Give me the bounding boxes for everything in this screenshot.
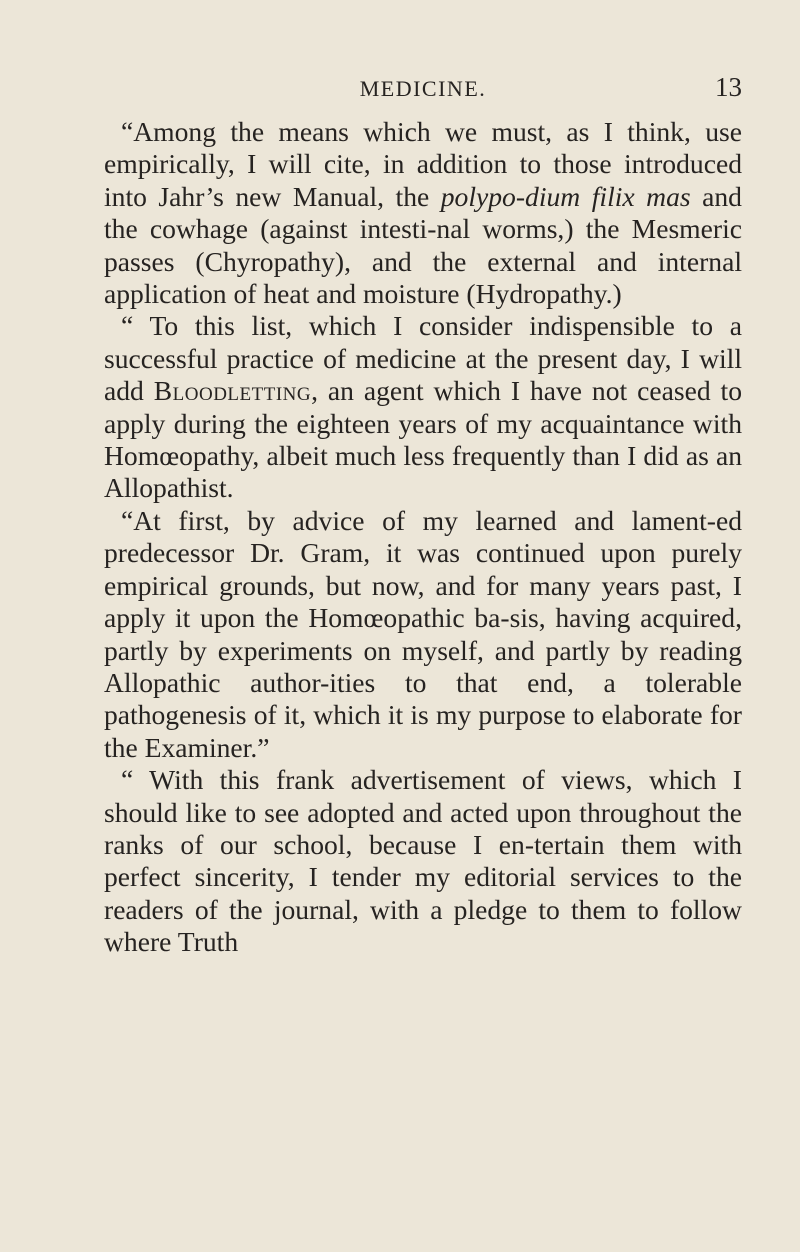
paragraph-text: “Among the means which we must, as I think, use empirically, I will cite, in addition to those introduced into Jahr’s new Manual, the	[104, 116, 742, 212]
paragraph-text: , an agent which I have not ceased to apply during the eighteen years of my acquaintance with Homœopathy, albeit much less frequently than I did as an Allopathist.	[104, 375, 742, 504]
running-head	[104, 70, 742, 104]
paragraph-remedies	[104, 116, 742, 310]
paragraph-gram: “At first, by advice of my learned and lament-ed predecessor Dr. Gram, it was continued upon purely empirical grounds, but now, and for many years past, I apply it upon the Homœopathic ba-sis, having acquired, partly by experiments on myself, and partly by reading Allopathic author-ities to that end, a tolerable pathogenesis of it, which it is my purpose to elaborate for the Examiner.”	[104, 504, 742, 763]
running-title: MEDICINE.	[359, 76, 487, 101]
paragraph-text: “ To this list, which I consider indispensible to a successful practice of medicine at the present day, I will add	[104, 310, 742, 407]
small-caps-term: Bloodletting	[153, 375, 312, 407]
paragraph-text: and the cowhage (against intesti-nal worms,) the Mesmeric passes (Chyropathy), and the external and internal application of heat and moisture (Hydropathy.)	[104, 180, 742, 310]
paragraph-advertisement: “ With this frank advertisement of views, which I should like to see adopted and acted upon throughout the ranks of our school, because I en-tertain them with perfect sincerity, I tender my editorial services to the readers of the journal, with a pledge to them to follow where Truth	[104, 764, 742, 958]
body-text	[104, 116, 742, 959]
italic-term: polypo-dium filix mas	[440, 180, 691, 212]
page-number: 13	[715, 72, 742, 102]
paragraph-bloodletting	[104, 310, 742, 504]
